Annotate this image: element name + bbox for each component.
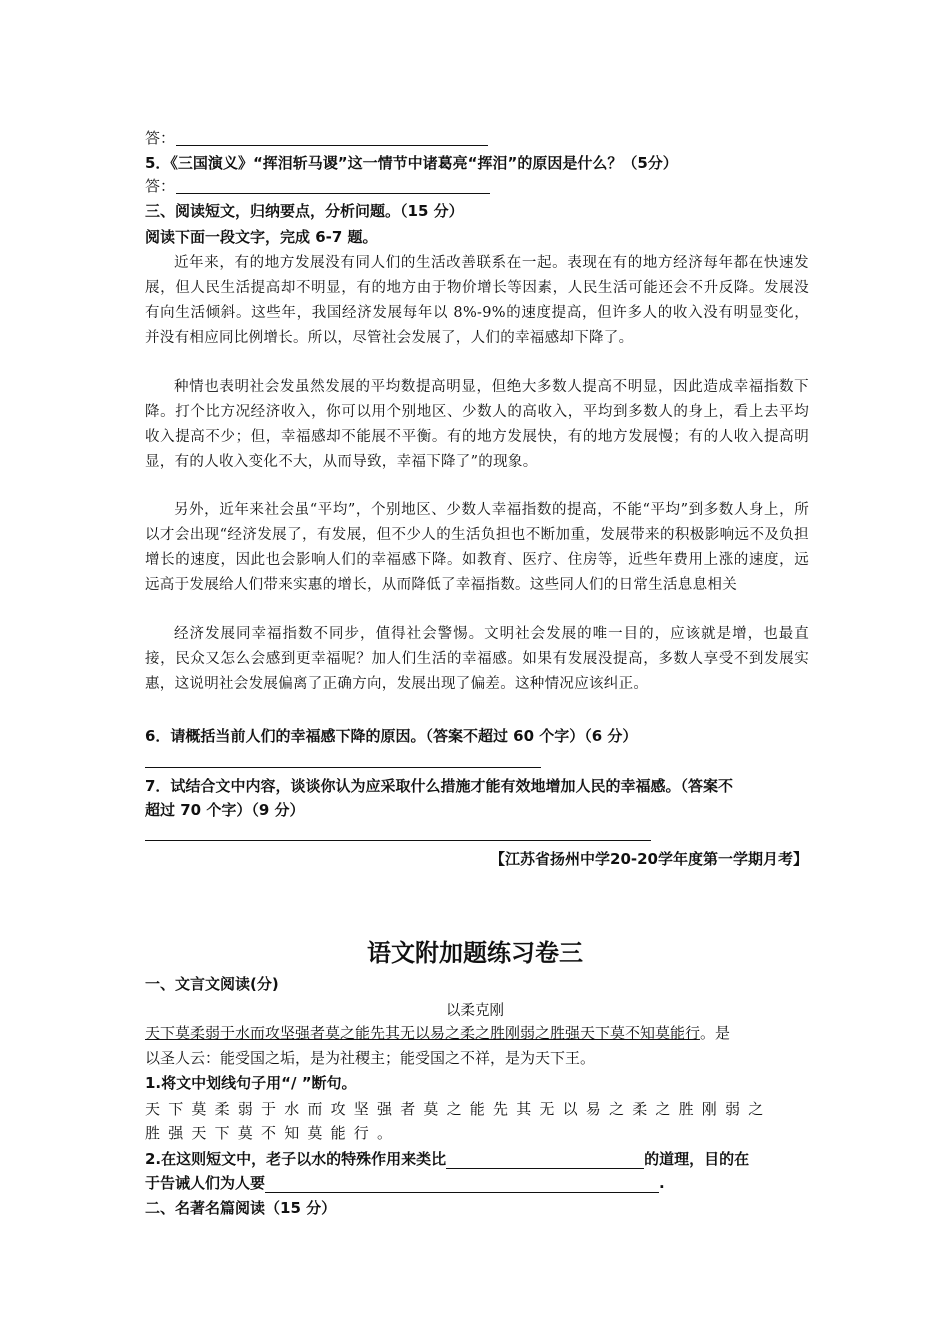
- classical-text-title: 以柔克刚: [446, 1003, 504, 1019]
- question-7-line-1: 7．试结合文中内容，谈谈你认为应采取什么措施才能有效地增加人民的幸福感。（答案不: [145, 777, 733, 795]
- section-3-heading: 三、阅读短文，归纳要点，分析问题。（15 分）: [145, 202, 464, 220]
- answer-label: 答：: [145, 177, 176, 195]
- classical-text-line-2: 以圣人云：能受国之垢，是为社稷主；能受国之不祥，是为天下王。: [145, 1049, 596, 1067]
- reading-instruction: 阅读下面一段文字，完成 6-7 题。: [145, 228, 378, 246]
- answer-blank-2b: [265, 1176, 659, 1193]
- answer-blank-2a: [446, 1152, 644, 1169]
- question-7-line-2: 超过 70 个字）（9 分）: [145, 801, 305, 819]
- question-1-text-line-2: 胜强天下莫不知莫能行。: [145, 1124, 401, 1142]
- question-2-end: .: [659, 1174, 665, 1192]
- answer-blank-6: [145, 767, 541, 768]
- question-2-line-2: [145, 1173, 665, 1193]
- question-5: 5．《三国演义》“挥泪斩马谡”这一情节中诸葛亮“挥泪”的原因是什么？（5分）: [145, 154, 678, 172]
- passage-paragraph-4: 经济发展同幸福指数不同步，值得社会警惕。文明社会发展的唯一目的，应该就是增，也最直接，民众又怎么会感到更幸福呢？加人们生活的幸福感。如果有发展没提高，多数人享受不到发展实惠，这说明社会发展偏离了正确方向，发展出现了偏差。这种情况应该纠正。: [145, 626, 809, 692]
- part-2-heading: 二、名著名篇阅读（15 分）: [145, 1199, 337, 1217]
- question-1: 1.将文中划线句子用“/ ”断句。: [145, 1074, 357, 1092]
- question-2-text-a: 2.在这则短文中，老子以水的特殊作用来类比: [145, 1150, 447, 1168]
- answer-line-2: [145, 176, 175, 196]
- answer-line-1: [145, 128, 175, 148]
- question-2-text-b: 的道理，目的在: [644, 1150, 750, 1168]
- classical-text-tail: 。是: [700, 1024, 731, 1042]
- question-6: 6．请概括当前人们的幸福感下降的原因。（答案不超过 60 个字）（6 分）: [145, 727, 638, 745]
- passage-paragraph-1: 近年来，有的地方发展没有同人们的生活改善联系在一起。表现在有的地方经济每年都在快速发展，但人民生活提高却不明显，有的地方由于物价增长等因素，人民生活可能还会不升反降。发展没有向生活倾斜。这些年，我国经济发展每年以 8%-9%的速度提高，但许多人的收入没有明显变化，并没有相应同比例增长。所以，尽管社会发展了，人们的幸福感却下降了。: [145, 255, 809, 346]
- page-title: 语文附加题练习卷三: [367, 939, 583, 967]
- question-2-line-1: [145, 1149, 749, 1169]
- answer-blank-2: [176, 193, 490, 194]
- answer-blank-7: [145, 840, 651, 841]
- passage-paragraph-2: 种情也表明社会发虽然发展的平均数提高明显，但绝大多数人提高不明显，因此造成幸福指数下降。打个比方况经济收入，你可以用个别地区、少数人的高收入，平均到多数人的身上，看上去平均收入提高不少；但，幸福感却不能展不平衡。有的地方发展快，有的地方发展慢；有的人收入提高明显，有的人收入变化不大，从而导致，幸福下降了”的现象。: [145, 379, 809, 470]
- classical-text-line-1: [145, 1023, 730, 1043]
- answer-blank-1: [176, 145, 488, 146]
- question-1-text-line-1: 天下莫柔弱于水而攻坚强者莫之能先其无以易之柔之胜刚弱之: [145, 1100, 772, 1118]
- passage-paragraph-3: 另外，近年来社会虽“平均”，个别地区、少数人幸福指数的提高，不能“平均”到多数人身上，所以才会出现“经济发展了，有发展，但不少人的生活负担也不断加重，发展带来的积极影响远不及负担增长的速度，因此也会影响人们的幸福感下降。如教育、医疗、住房等，近些年费用上涨的速度，远远高于发展给人们带来实惠的增长，从而降低了幸福指数。这些同人们的日常生活息息相关: [145, 502, 809, 593]
- underlined-sentence: 天下莫柔弱于水而攻坚强者莫之能先其无以易之柔之胜刚弱之胜强天下莫不知莫能行: [145, 1024, 701, 1042]
- question-2-text-c: 于告诫人们为人要: [145, 1174, 266, 1192]
- part-1-heading: 一、文言文阅读(分): [145, 975, 279, 993]
- answer-label: 答：: [145, 129, 176, 147]
- source-citation: 【江苏省扬州中学20-20学年度第一学期月考】: [490, 850, 808, 868]
